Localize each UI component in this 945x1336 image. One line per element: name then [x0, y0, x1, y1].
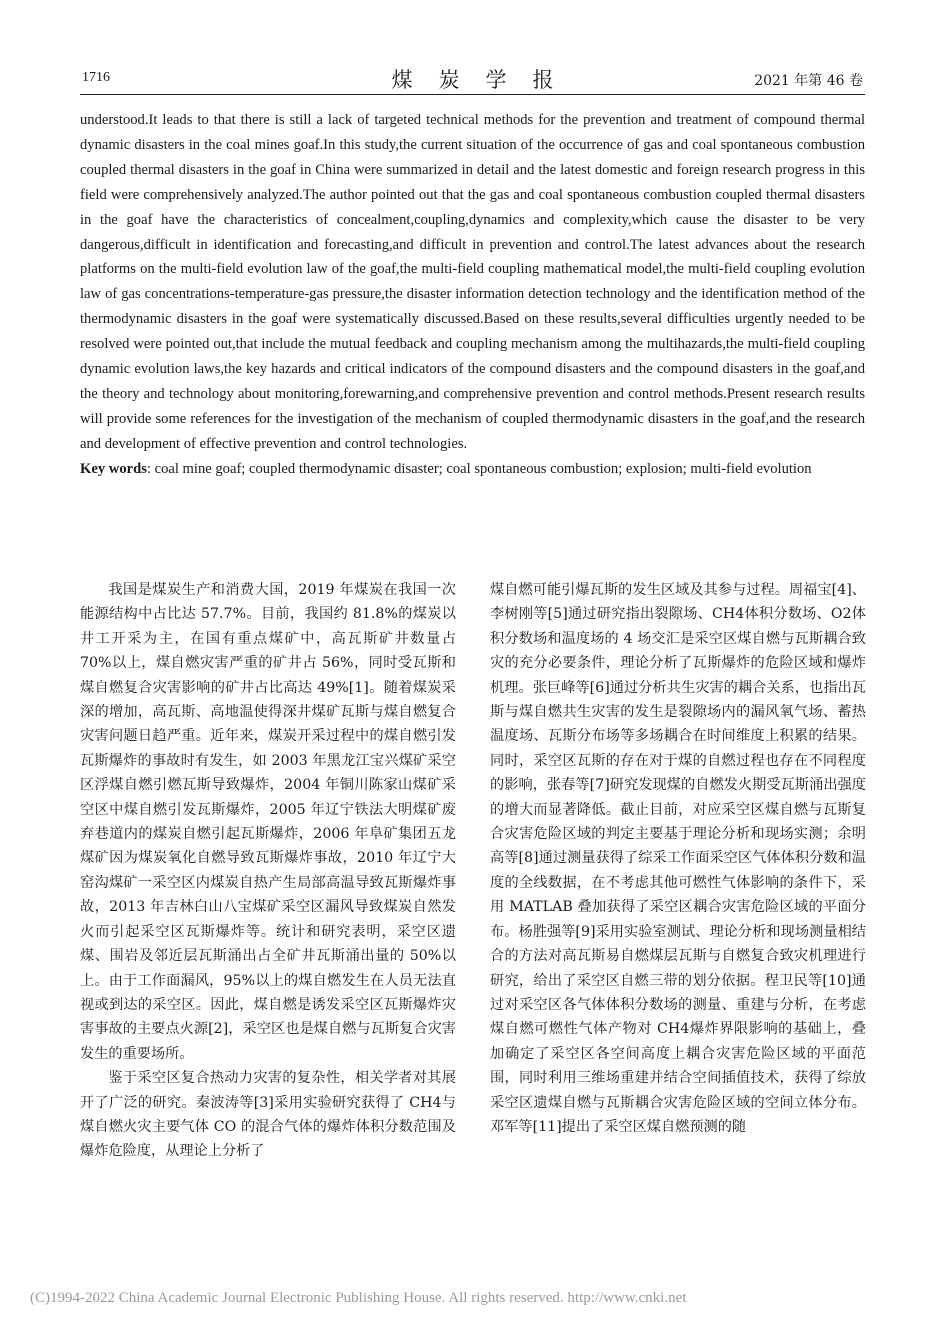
body-left-column: [80, 578, 456, 1164]
copyright-footer: (C)1994-2022 China Academic Journal Electronic Publishing House. All rights reserved. http://www.cnki.net: [30, 1290, 687, 1306]
keywords: [80, 457, 865, 482]
english-abstract: [80, 108, 865, 482]
journal-volume: 2021 年第 46 卷: [754, 73, 863, 89]
page-number: 1716: [82, 70, 110, 85]
body-right-column: [490, 578, 866, 1139]
journal-title: 煤炭学报: [391, 68, 580, 92]
intro-paragraph-2: 鉴于采空区复合热动力灾害的复杂性，相关学者对其展开了广泛的研究。秦波涛等[3]采用实验研究获得了 CH4与煤自燃火灾主要气体 CO 的混合气体的爆炸体积分数范围及爆炸危险度，从理论上分析了: [80, 1070, 456, 1160]
intro-paragraph-2-continued: 煤自燃可能引爆瓦斯的发生区域及其参与过程。周福宝[4]、李树刚等[5]通过研究指出裂隙场、CH4体积分数场、O2体积分数场和温度场的 4 场交汇是采空区煤自燃与瓦斯耦合致灾的充分必要条件，理论分析了瓦斯爆炸的危险区域和爆炸机理。张巨峰等[6]通过分析共生灾害的耦合关系，也指出瓦斯与煤自燃共生灾害的发生是裂隙场内的漏风氧气场、蓄热温度场、瓦斯分布场等多场耦合在时间维度上积累的结果。同时，采空区瓦斯的存在对于煤的自燃过程也存在不同程度的影响，张春等[7]研究发现煤的自燃发火期受瓦斯涌出强度的增大而显著降低。截止目前，对应采空区煤自燃与瓦斯复合灾害危险区域的判定主要基于理论分析和现场实测；余明高等[8]通过测量获得了综采工作面采空区气体体积分数和温度的全线数据，在不考虑其他可燃性气体影响的条件下，采用 MATLAB 叠加获得了采空区耦合灾害危险区域的平面分布。杨胜强等[9]采用实验室测试、理论分析和现场测量相结合的方法对高瓦斯易自燃煤层瓦斯与自燃复合致灾机理进行研究，给出了采空区自燃三带的划分依据。程卫民等[10]通过对采空区各气体体积分数场的测量、重建与分析，在考虑煤自燃可燃性气体产物对 CH4爆炸界限影响的基础上，叠加确定了采空区各空间高度上耦合灾害危险区域的平面范围，同时利用三维场重建并结合空间插值技术，获得了综放采空区遗煤自燃与瓦斯耦合灾害危险区域的空间立体分布。邓军等[11]提出了采空区煤自燃预测的随: [490, 582, 866, 1135]
abstract-text: understood.It leads to that there is still a lack of targeted technical methods for the prevention and treatment of compound thermal dynamic disasters in the coal mines goaf.In this study,the current situation of the occurrence of gas and coal spontaneous combustion coupled thermal disasters in the goaf in China were summarized in detail and the latest domestic and foreign research progress in this field were comprehensively analyzed.The author pointed out that the gas and coal spontaneous combustion coupled thermal disasters in the goaf have the characteristics of concealment,coupling,dynamics and complexity,which cause the disaster to be very dangerous,difficult in identification and forecasting,and difficult in prevention and control.The latest advances about the research platforms on the multi-field evolution law of the goaf,the multi-field coupling mathematical model,the multi-field coupling evolution law of gas concentrations-temperature-gas pressure,the disaster information detection technology and the identification method of the thermodynamic disasters in the goaf were systematically discussed.Based on these results,several difficulties urgently needed to be resolved were pointed out,that include the mutual feedback and coupling mechanism among the multihazards,the multi-field coupling dynamic evolution laws,the key hazards and critical indicators of the compound disasters and the compound disasters in the goaf,and the theory and technology about monitoring,forewarning,and comprehensive prevention and control methods.Present research results will provide some references for the investigation of the mechanism of coupled thermodynamic disasters in the goaf,and the research and development of effective prevention and control technologies.: [80, 112, 865, 452]
keywords-text: : coal mine goaf; coupled thermodynamic disaster; coal spontaneous combustion; explosion; multi-field evolution: [146, 460, 812, 477]
intro-paragraph-1: 我国是煤炭生产和消费大国，2019 年煤炭在我国一次能源结构中占比达 57.7%。目前，我国约 81.8%的煤炭以井工开采为主，在国有重点煤矿中，高瓦斯矿井数量占 70%以上，煤自燃灾害严重的矿井占 56%，同时受瓦斯和煤自燃复合灾害影响的矿井占比高达 49%[1]。随着煤炭采深的增加，高瓦斯、高地温使得深井煤矿瓦斯与煤自燃复合灾害问题日趋严重。近年来，煤炭开采过程中的煤自燃引发瓦斯爆炸的事故时有发生，如 2003 年黑龙江宝兴煤矿采空区浮煤自燃引燃瓦斯导致爆炸，2004 年铜川陈家山煤矿采空区中煤自燃引发瓦斯爆炸，2005 年辽宁铁法大明煤矿废弃巷道内的煤炭自燃引起瓦斯爆炸，2006 年阜矿集团五龙煤矿因为煤炭氧化自燃导致瓦斯爆炸事故，2010 年辽宁大窑沟煤矿一采空区内煤炭自热产生局部高温导致瓦斯爆炸事故，2013 年吉林白山八宝煤矿采空区漏风导致煤炭自然发火而引起采空区瓦斯爆炸等。统计和研究表明，采空区遗煤、围岩及邻近层瓦斯涌出占全矿井瓦斯涌出量的 50%以上。由于工作面漏风，95%以上的煤自燃发生在人员无法直视或到达的采空区。因此，煤自燃是诱发采空区瓦斯爆炸灾害事故的主要点火源[2]，采空区也是煤自燃与瓦斯复合灾害发生的重要场所。: [80, 582, 456, 1062]
running-header: [80, 64, 865, 95]
keywords-label: Key words: [80, 460, 147, 477]
